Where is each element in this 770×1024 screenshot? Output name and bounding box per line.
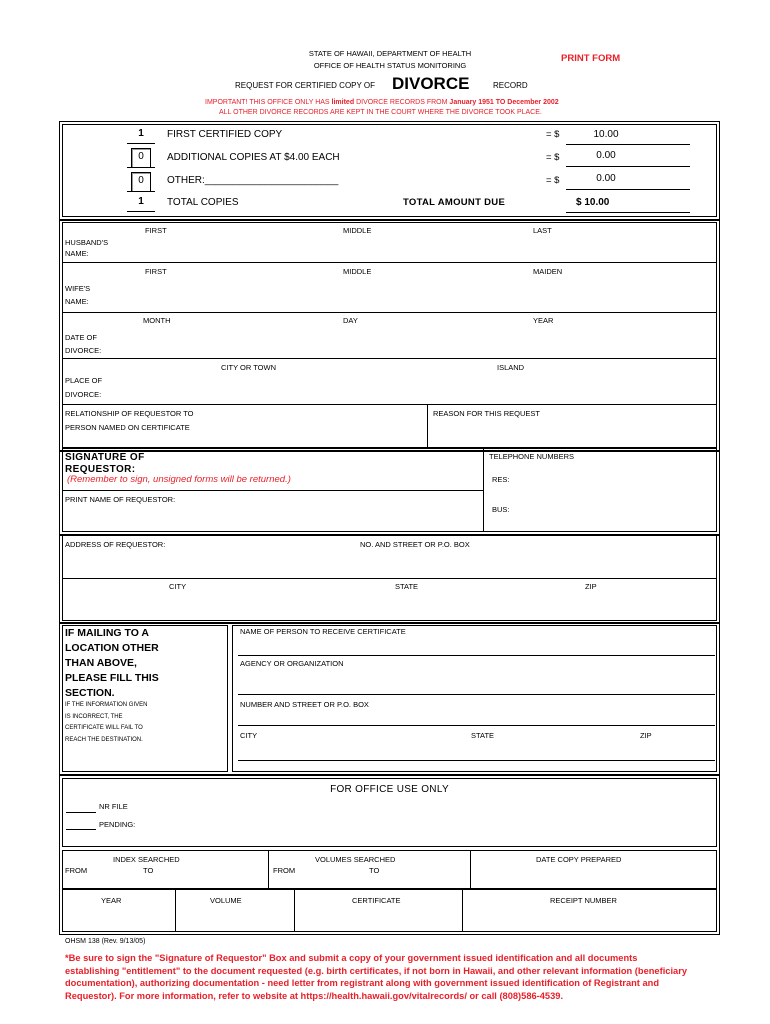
first-amount-line	[566, 144, 690, 145]
mailing-note-3: CERTIFICATE WILL FAIL TO	[65, 725, 143, 731]
request-prefix: REQUEST FOR CERTIFIED COPY OF	[235, 81, 376, 90]
divider	[483, 448, 484, 532]
additional-copies-input[interactable]: 0	[131, 148, 151, 168]
relationship-label-1: RELATIONSHIP OF REQUESTOR TO	[65, 409, 194, 418]
total-amount-line	[566, 212, 690, 213]
place-label-2: DIVORCE:	[65, 390, 102, 399]
divider	[62, 358, 717, 359]
month-label: MONTH	[143, 316, 171, 325]
signature-title-2: REQUESTOR:	[65, 464, 136, 475]
other-amount-line	[566, 189, 690, 190]
bus-label: BUS:	[492, 505, 510, 514]
index-from-label: FROM	[65, 866, 88, 875]
year-field-label: YEAR	[101, 896, 122, 905]
divider	[470, 850, 471, 889]
certificate-label: CERTIFICATE	[352, 896, 401, 905]
additional-amount[interactable]: 0.00	[596, 150, 616, 161]
footer-note-2: establishing "entitlement" to the document requested (e.g. birth certificates, if not born in Hawaii, and other relevant information (beneficiary	[65, 965, 687, 976]
husband-last-label: LAST	[533, 226, 552, 235]
husband-middle-label: MIDDLE	[343, 226, 372, 235]
mailing-title-5: SECTION.	[65, 687, 115, 699]
date-prepared-label: DATE COPY PREPARED	[536, 855, 622, 864]
nr-file-label: NR FILE	[99, 802, 128, 811]
wife-first-label: FIRST	[145, 267, 167, 276]
agency-line-1: STATE OF HAWAII, DEPARTMENT OF HEALTH	[308, 49, 472, 58]
divider	[62, 578, 717, 579]
total-copies-qty[interactable]: 1	[138, 196, 144, 207]
total-qty-line	[127, 211, 155, 212]
volumes-from-label: FROM	[273, 866, 296, 875]
mailing-street-label: NUMBER AND STREET OR P.O. BOX	[240, 700, 369, 709]
recipient-label: NAME OF PERSON TO RECEIVE CERTIFICATE	[240, 627, 406, 636]
divider	[62, 404, 717, 405]
record-type: DIVORCE	[392, 74, 470, 93]
signature-reminder: (Remember to sign, unsigned forms will be returned.)	[67, 474, 291, 485]
index-to-label: TO	[143, 866, 154, 875]
important-notice: IMPORTANT! THIS OFFICE ONLY HAS limited DIVORCE RECORDS FROM January 1951 TO December 2002	[205, 99, 559, 106]
divider	[62, 490, 483, 491]
place-label-1: PLACE OF	[65, 376, 103, 385]
year-label: YEAR	[533, 316, 554, 325]
first-copy-amount[interactable]: 10.00	[593, 129, 619, 140]
address-zip-label: ZIP	[585, 582, 597, 591]
husband-label-1: HUSBAND'S	[65, 238, 109, 247]
mailing-title-1: IF MAILING TO A	[65, 627, 149, 639]
first-copy-qty[interactable]: 1	[138, 128, 144, 139]
total-due-amount[interactable]: $ 10.00	[576, 197, 610, 208]
agency-line[interactable]	[238, 694, 715, 695]
first-copy-eq: = $	[546, 129, 560, 140]
mailing-title	[65, 626, 159, 701]
mailing-state-label: STATE	[471, 731, 495, 740]
additional-qty-line	[127, 167, 155, 168]
wife-middle-label: MIDDLE	[343, 267, 372, 276]
divider	[268, 850, 269, 889]
divider	[294, 889, 295, 932]
address-label: ADDRESS OF REQUESTOR:	[65, 540, 166, 549]
pending-label: PENDING:	[99, 820, 136, 829]
mailing-zip-label: ZIP	[640, 731, 652, 740]
husband-first-label: FIRST	[145, 226, 167, 235]
date-label-2: DIVORCE:	[65, 346, 102, 355]
divider	[462, 889, 463, 932]
footer-note-1: *Be sure to sign the "Signature of Requestor" Box and submit a copy of your government issued identification and all documents	[65, 953, 638, 963]
nr-file-line[interactable]	[66, 812, 96, 813]
divider	[175, 889, 176, 932]
other-records-note: ALL OTHER DIVORCE RECORDS ARE KEPT IN THE COURT WHERE THE DIVORCE TOOK PLACE.	[219, 109, 542, 116]
additional-amount-line	[566, 166, 690, 167]
street-label: NO. AND STREET OR P.O. BOX	[360, 540, 470, 549]
index-searched-label: INDEX SEARCHED	[113, 855, 180, 864]
wife-maiden-label: MAIDEN	[533, 267, 563, 276]
agency-label: AGENCY OR ORGANIZATION	[240, 659, 344, 668]
print-name-label: PRINT NAME OF REQUESTOR:	[65, 495, 176, 504]
volume-label: VOLUME	[210, 896, 242, 905]
total-copies-label: TOTAL COPIES	[167, 197, 239, 208]
agency-line-2: OFFICE OF HEALTH STATUS MONITORING	[313, 61, 467, 70]
additional-eq: = $	[546, 152, 560, 163]
husband-label-2: NAME:	[65, 249, 89, 258]
mailing-city-label: CITY	[240, 731, 258, 740]
mailing-note-2: IS INCORRECT, THE	[65, 713, 123, 720]
city-town-label: CITY OR TOWN	[221, 363, 277, 372]
volumes-to-label: TO	[369, 866, 380, 875]
volumes-searched-label: VOLUMES SEARCHED	[315, 855, 396, 864]
other-label[interactable]: OTHER:________________________	[167, 175, 339, 186]
office-use-title: FOR OFFICE USE ONLY	[330, 784, 449, 795]
mailing-note	[65, 700, 147, 746]
divider	[427, 404, 428, 448]
day-label: DAY	[343, 316, 358, 325]
other-amount[interactable]: 0.00	[596, 173, 616, 184]
record-suffix: RECORD	[493, 81, 528, 90]
date-label-1: DATE OF	[65, 333, 97, 342]
mailing-note-4: REACH THE DESTINATION.	[65, 736, 143, 743]
first-copy-label: FIRST CERTIFIED COPY	[167, 129, 283, 140]
form-id: OHSM 138 (Rev. 9/13/05)	[65, 938, 146, 945]
signature-title-1: SIGNATURE OF	[65, 452, 145, 463]
wife-label-2: NAME:	[65, 297, 89, 306]
divider	[62, 262, 717, 263]
print-form-button[interactable]: PRINT FORM	[561, 53, 621, 64]
mailing-street-line[interactable]	[238, 725, 715, 726]
divider	[62, 312, 717, 313]
island-label: ISLAND	[497, 363, 525, 372]
mailing-title-3: THAN ABOVE,	[65, 657, 137, 669]
additional-copies-label: ADDITIONAL COPIES AT $4.00 EACH	[167, 152, 340, 163]
recipient-line[interactable]	[238, 655, 715, 656]
mailing-title-2: LOCATION OTHER	[65, 642, 159, 654]
first-copy-qty-line	[127, 143, 155, 144]
address-city-label: CITY	[169, 582, 187, 591]
mailing-fields-box	[232, 625, 717, 772]
other-copies-input[interactable]: 0	[131, 172, 151, 192]
footer-note-3: documentation), authorizing documentation - need letter from registrant along with government issued identification of Registrant and	[65, 978, 660, 989]
footer-note	[65, 952, 687, 1002]
wife-label-1: WIFE'S	[65, 284, 91, 293]
address-state-label: STATE	[395, 582, 419, 591]
res-label: RES:	[492, 475, 510, 484]
mailing-title-4: PLEASE FILL THIS	[65, 672, 159, 684]
pending-line[interactable]	[66, 829, 96, 830]
receipt-label: RECEIPT NUMBER	[550, 896, 617, 905]
total-due-label: TOTAL AMOUNT DUE	[403, 197, 506, 208]
reason-label: REASON FOR THIS REQUEST	[433, 409, 540, 418]
telephone-label: TELEPHONE NUMBERS	[489, 452, 575, 461]
mailing-note-1: IF THE INFORMATION GIVEN	[65, 702, 148, 708]
mailing-city-line[interactable]	[238, 760, 715, 761]
other-eq: = $	[546, 175, 560, 186]
relationship-label-2: PERSON NAMED ON CERTIFICATE	[65, 423, 190, 432]
footer-note-4: Requestor). For more information, refer to website at https://health.hawaii.gov/vitalrecords/ or call (808)586-4539.	[65, 990, 564, 1001]
other-qty-line	[127, 191, 155, 192]
